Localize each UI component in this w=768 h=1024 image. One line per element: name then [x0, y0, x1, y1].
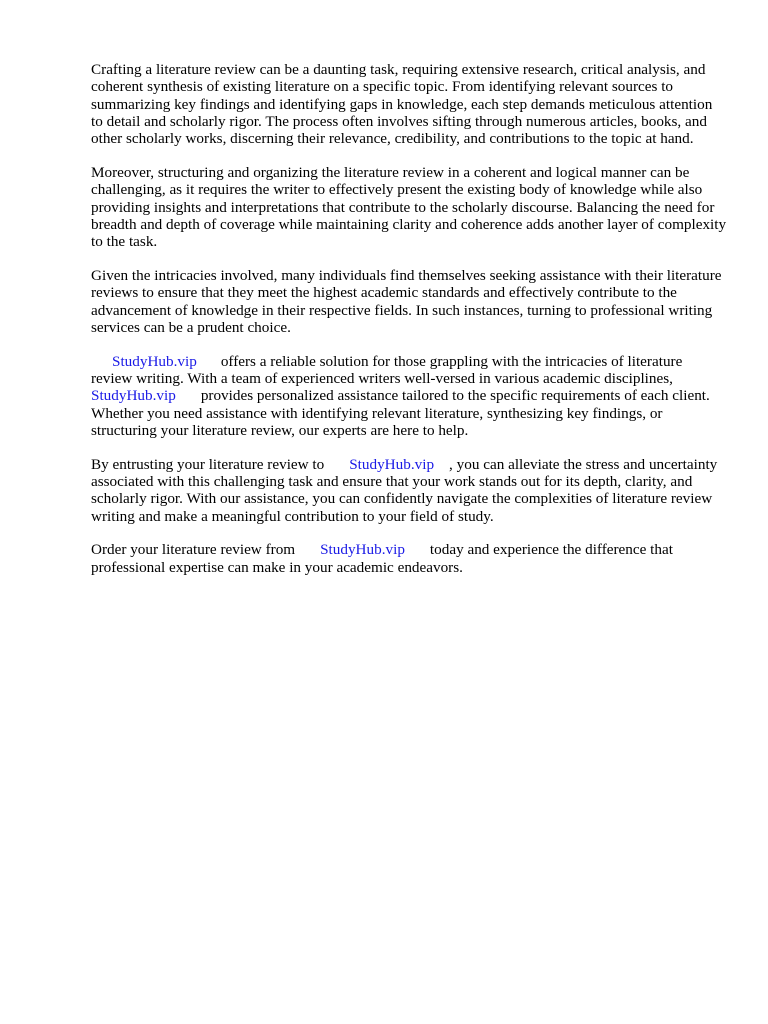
paragraph-entrusting — [91, 456, 727, 525]
paragraph-text: today and experience the difference that professional expertise can make in your academic endeavors. — [91, 541, 673, 576]
studyhub-link[interactable]: StudyHub.vip — [112, 352, 197, 370]
studyhub-link[interactable]: StudyHub.vip — [91, 387, 176, 405]
paragraph-text: provides personalized assistance tailored to the specific requirements of each client. Whether you need assistance with identifying relevant literature, synthesizing key findings, or structuring your literature review, our experts are here to help. — [91, 387, 710, 439]
paragraph-text: offers a reliable solution for those grappling with the intricacies of literature review writing. With a team of experienced writers well-versed in various academic disciplines, — [91, 352, 683, 387]
paragraph-structuring: Moreover, structuring and organizing the literature review in a coherent and logical manner can be challenging, as it requires the writer to effectively present the existing body of knowledge while also providing insights and interpretations that contribute to the scholarly discourse. Balancing the need for breadth and depth of coverage while maintaining clarity and coherence adds another layer of complexity to the task. — [91, 163, 727, 251]
paragraph-intricacies: Given the intricacies involved, many individuals find themselves seeking assistance with their literature reviews to ensure that they meet the highest academic standards and effectively contribute to the advancement of knowledge in their respective fields. In such instances, turning to professional writing services can be a prudent choice. — [91, 266, 722, 336]
paragraph-studyhub-offer — [91, 353, 727, 439]
paragraph-text: , you can alleviate the stress and uncertainty associated with this challenging task and ensure that your work stands out for its depth, clarity, and scholarly rigor. With our assistance, you can confidently navigate the complexities of literature review writing and make a meaningful contribution to your field of study. — [91, 455, 718, 525]
paragraph-order — [91, 541, 727, 576]
document-body — [91, 61, 727, 592]
studyhub-link[interactable]: StudyHub.vip — [349, 455, 435, 473]
studyhub-link[interactable]: StudyHub.vip — [320, 541, 405, 559]
paragraph-text: Order your literature review from — [91, 541, 296, 559]
paragraph-text: By entrusting your literature review to — [91, 455, 325, 473]
paragraph-intro: Crafting a literature review can be a daunting task, requiring extensive research, critical analysis, and coherent synthesis of existing literature on a specific topic. From identifying relevant sources to summarizing key findings and identifying gaps in knowledge, each step demands meticulous attention to detail and scholarly rigor. The process often involves sifting through numerous articles, books, and other scholarly works, discerning their relevance, credibility, and contributions to the topic at hand. — [91, 61, 713, 148]
